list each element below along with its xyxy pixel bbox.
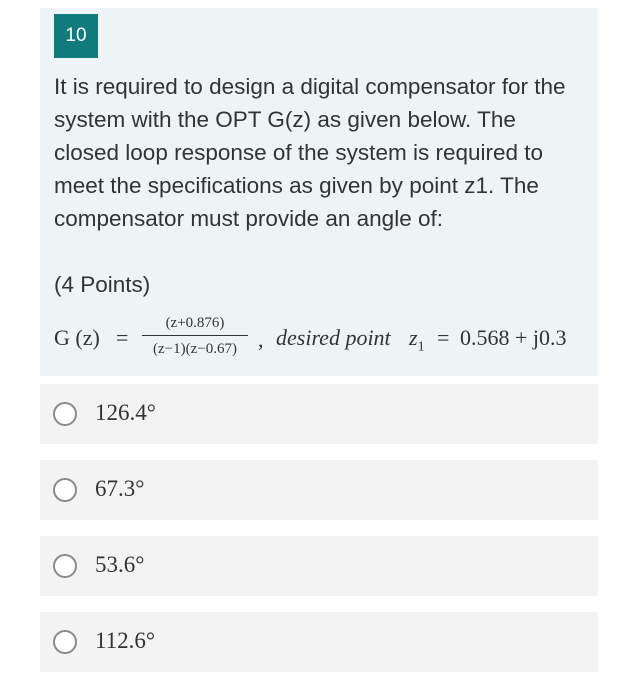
option-label: 67.3°: [95, 476, 145, 501]
option-4[interactable]: [40, 612, 598, 672]
question-card: [40, 8, 598, 376]
formula: [54, 313, 598, 369]
question-text: It is required to design a digital compensator for the system with the OPT G(z) as given below. The closed loop response of the system is required to meet the specifications as given by point z1. The compensator must provide an angle of:: [54, 74, 566, 231]
fraction-bar: [142, 335, 248, 336]
formula-z-var: z: [409, 325, 418, 350]
formula-numerator: (z+0.876): [165, 315, 225, 331]
option-label: 53.6°: [95, 552, 145, 577]
formula-equals-2: =: [437, 325, 450, 350]
option-label: 112.6°: [95, 628, 156, 653]
formula-lhs: G (z): [54, 325, 100, 350]
formula-z1: [409, 325, 425, 355]
option-label: 126.4°: [95, 400, 156, 425]
radio-unselected-icon[interactable]: [53, 402, 77, 426]
formula-equals: =: [116, 325, 129, 350]
radio-unselected-icon[interactable]: [53, 630, 77, 654]
formula-fraction: [142, 313, 248, 359]
radio-unselected-icon[interactable]: [53, 478, 77, 502]
option-1[interactable]: [40, 384, 598, 444]
formula-z-sub: 1: [417, 339, 425, 355]
formula-desired-value: 0.568 + j0.3: [460, 325, 567, 350]
option-2[interactable]: [40, 460, 598, 520]
radio-unselected-icon[interactable]: [53, 554, 77, 578]
formula-comma: ,: [258, 327, 264, 352]
question-number-badge: 10: [54, 14, 98, 58]
formula-desired-point-label: desired point: [276, 325, 391, 350]
option-3[interactable]: [40, 536, 598, 596]
formula-denominator: (z−1)(z−0.67): [153, 341, 237, 357]
question-points: (4 Points): [54, 272, 151, 297]
